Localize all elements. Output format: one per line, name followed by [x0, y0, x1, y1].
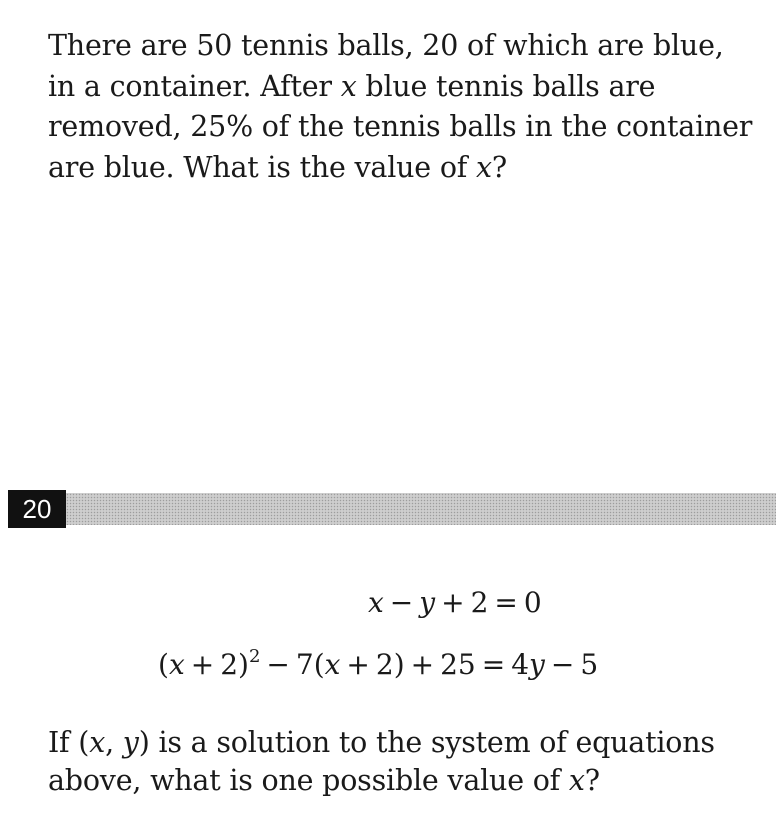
eq2-x1: x — [168, 648, 185, 681]
eq1-plus: + — [441, 586, 465, 619]
eq2-open-paren: ( — [158, 648, 169, 681]
eq2-minus: − — [266, 648, 290, 681]
question-20-header-bar — [8, 490, 776, 528]
question-20-text — [48, 724, 758, 800]
q20-variable-x-2: x — [568, 764, 585, 797]
header-stripe — [66, 493, 776, 525]
eq2-exponent: 2 — [248, 646, 261, 667]
eq2-y: y — [529, 648, 545, 681]
eq2-five: 5 — [580, 648, 599, 681]
q20-variable-x: x — [89, 726, 106, 759]
q19-text-part1: There are 50 tennis balls, 20 of which are blue, in a container. After — [48, 29, 724, 103]
eq1-minus: − — [389, 586, 414, 619]
eq1-y: y — [419, 586, 436, 619]
eq2-four: 4 — [511, 648, 530, 681]
eq2-constant-25: 25 — [440, 648, 476, 681]
equation-2 — [158, 648, 598, 682]
q19-variable-x: x — [340, 69, 357, 103]
q20-text-part2: ) is a solution to the system of equations above, what is one possible value of — [48, 726, 715, 797]
question-number-badge: 20 — [8, 490, 66, 528]
eq2-equals: = — [481, 648, 506, 681]
question-19-text — [48, 26, 758, 188]
q20-text-part1: If ( — [48, 726, 90, 759]
eq1-x: x — [368, 586, 384, 619]
eq2-plus2: + — [346, 648, 370, 681]
eq2-minus2: − — [550, 648, 575, 681]
q20-comma: , — [105, 726, 123, 759]
eq1-two: 2 — [470, 586, 489, 619]
q19-variable-x-2: x — [475, 150, 492, 184]
q20-variable-y: y — [122, 726, 139, 759]
eq1-zero: 0 — [523, 586, 542, 619]
q20-text-part3: ? — [584, 764, 600, 797]
eq2-x2: x — [324, 648, 341, 681]
q19-text-part2: blue tennis balls are removed, 25% of the tennis balls in the container are blue. What is the value of — [48, 69, 753, 184]
q19-text-part3: ? — [491, 150, 507, 184]
eq2-plus1: + — [190, 648, 215, 681]
eq2-two2: 2) — [375, 648, 405, 681]
eq2-seven: 7( — [295, 648, 325, 681]
eq2-plus3: + — [410, 648, 435, 681]
eq1-equals: = — [494, 586, 518, 619]
eq2-two1: 2) — [220, 648, 249, 681]
equation-1 — [368, 586, 542, 620]
